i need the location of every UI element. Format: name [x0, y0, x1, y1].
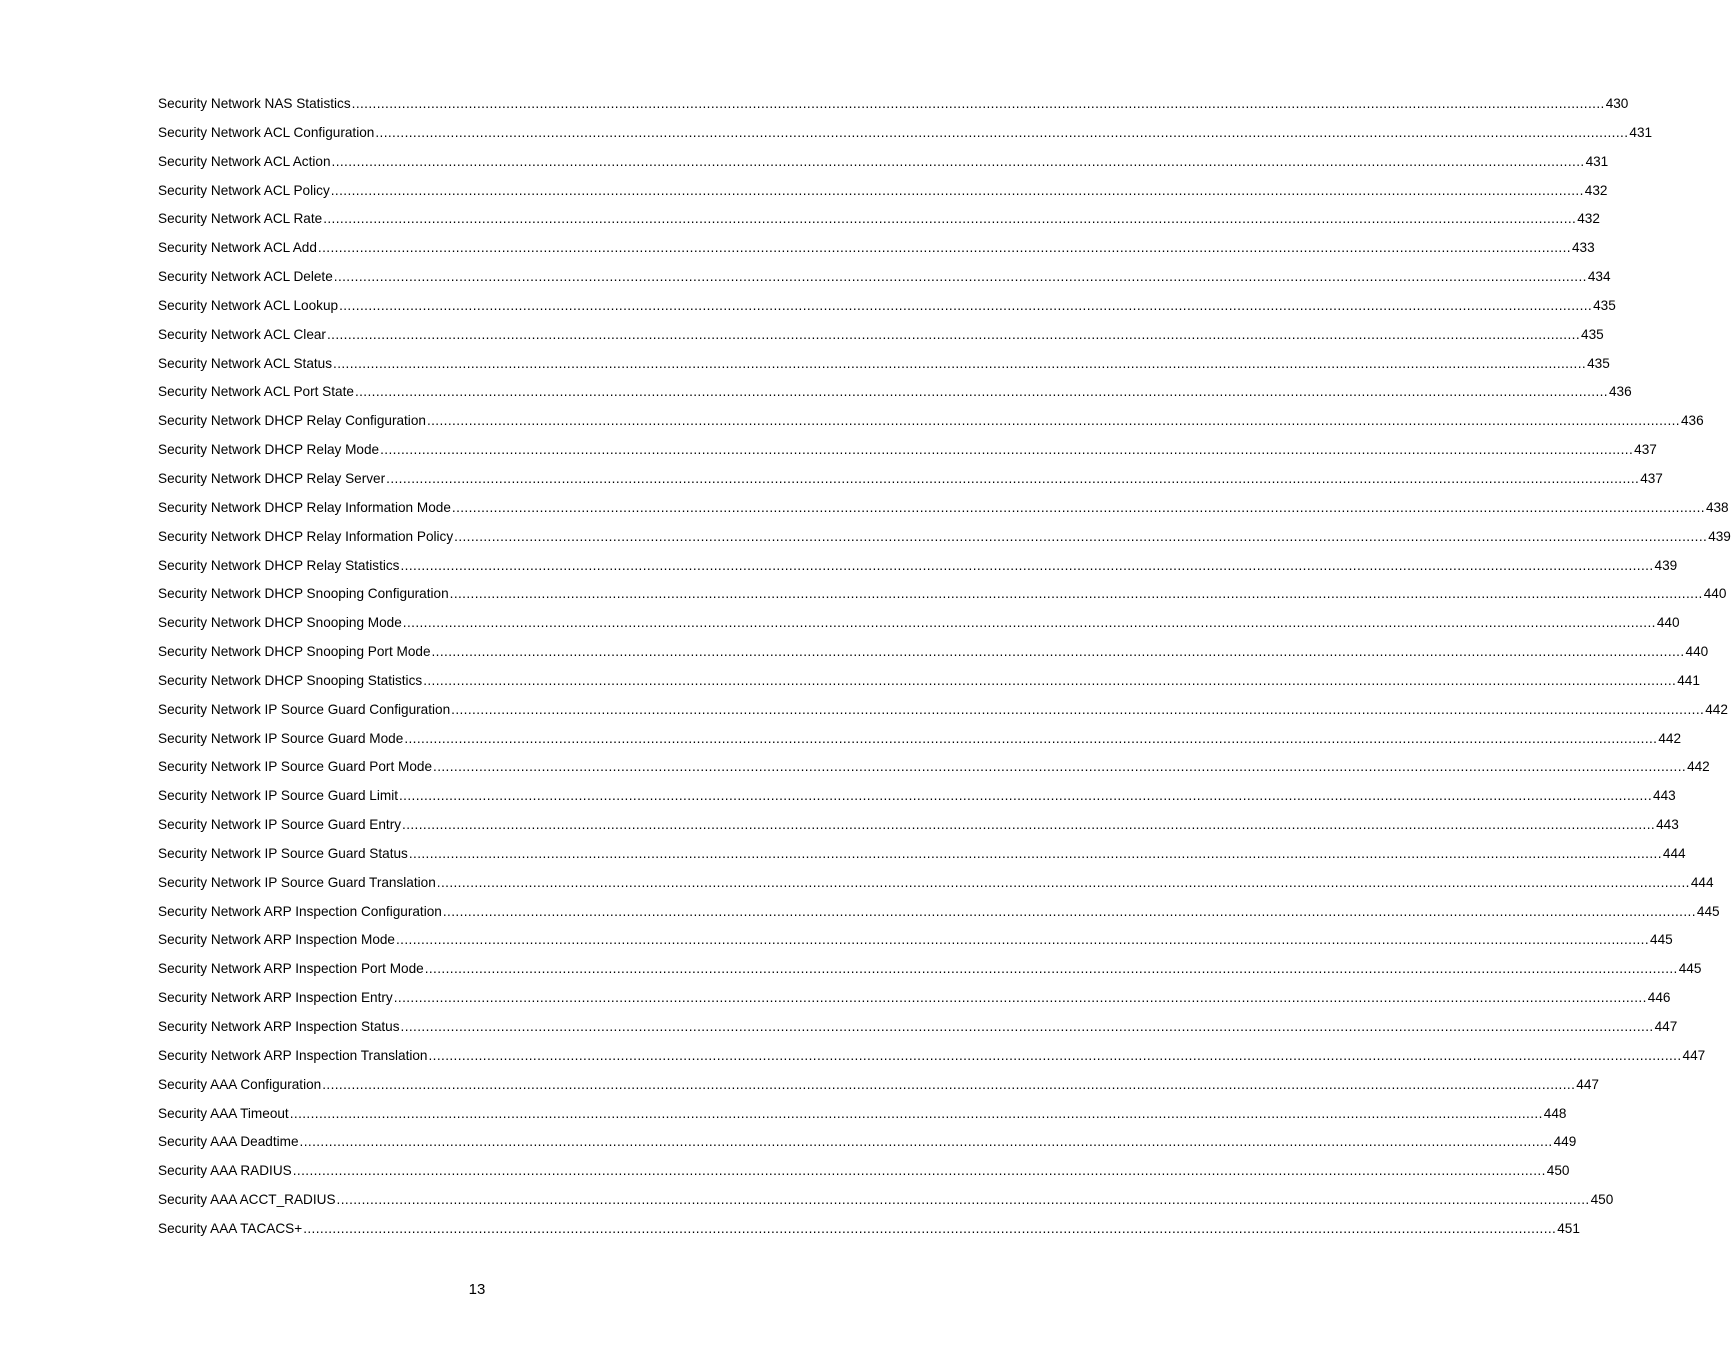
toc-entry-page: 434	[1587, 269, 1611, 285]
toc-entry-page: 436	[1681, 413, 1704, 429]
toc-dot-leader: ............................................................................................................................................................................................................................................................................................................	[303, 1220, 1557, 1236]
toc-entry-title: Security Network IP Source Guard Limit	[158, 788, 398, 804]
toc-entry-title: Security Network IP Source Guard Mode	[158, 730, 404, 746]
toc-entry-title: Security Network ACL Configuration	[158, 124, 375, 140]
toc-entry-page: 431	[1629, 124, 1653, 140]
toc-entry[interactable]	[158, 840, 1686, 869]
toc-entry-page: 448	[1543, 1105, 1567, 1121]
toc-entry[interactable]	[158, 205, 1600, 234]
toc-entry[interactable]	[158, 782, 1676, 811]
toc-dot-leader: ............................................................................................................................................................................................................................................................................................................	[323, 211, 1577, 227]
toc-entry-title: Security Network ACL Delete	[158, 269, 333, 285]
toc-dot-leader: ............................................................................................................................................................................................................................................................................................................	[354, 384, 1608, 400]
toc-entry-title: Security AAA TACACS+	[158, 1220, 303, 1236]
toc-entry-page: 438	[1705, 499, 1729, 515]
toc-entry-title: Security Network IP Source Guard Configuration	[158, 701, 451, 717]
toc-entry-page: 439	[1708, 528, 1731, 544]
toc-entry[interactable]	[158, 148, 1609, 177]
toc-dot-leader: ............................................................................................................................................................................................................................................................................................................	[386, 470, 1640, 486]
toc-dot-leader: ............................................................................................................................................................................................................................................................................................................	[426, 413, 1680, 429]
toc-entry[interactable]	[158, 465, 1663, 494]
toc-entry[interactable]	[158, 407, 1704, 436]
toc-entry[interactable]	[158, 898, 1720, 927]
toc-dot-leader: ............................................................................................................................................................................................................................................................................................................	[400, 557, 1654, 573]
toc-entry-page: 447	[1682, 1047, 1706, 1063]
toc-entry-title: Security Network ARP Inspection Configuration	[158, 903, 442, 919]
toc-dot-leader: ............................................................................................................................................................................................................................................................................................................	[402, 817, 1656, 833]
toc-entry-title: Security Network DHCP Snooping Configuration	[158, 586, 449, 602]
toc-entry-page: 442	[1687, 759, 1710, 775]
toc-entry-title: Security Network DHCP Relay Information Mode	[158, 499, 451, 515]
toc-entry-title: Security Network ACL Action	[158, 153, 331, 169]
toc-dot-leader: ............................................................................................................................................................................................................................................................................................................	[292, 1163, 1546, 1179]
toc-entry-title: Security Network DHCP Snooping Mode	[158, 615, 402, 631]
toc-dot-leader: ............................................................................................................................................................................................................................................................................................................	[428, 1047, 1682, 1063]
toc-entry-page: 442	[1658, 730, 1682, 746]
toc-entry-page: 432	[1577, 211, 1600, 227]
toc-entry-page: 447	[1654, 1019, 1678, 1034]
toc-entry-page: 442	[1705, 701, 1728, 717]
toc-dot-leader: ............................................................................................................................................................................................................................................................................................................	[399, 788, 1653, 804]
toc-entry-title: Security Network DHCP Relay Server	[158, 470, 386, 486]
toc-entry[interactable]	[158, 984, 1671, 1013]
toc-dot-leader: ............................................................................................................................................................................................................................................................................................................	[317, 240, 1571, 256]
toc-entry-page: 435	[1581, 326, 1604, 342]
toc-dot-leader: ............................................................................................................................................................................................................................................................................................................	[336, 1192, 1590, 1208]
toc-entry[interactable]	[158, 523, 1731, 552]
toc-entry[interactable]	[158, 638, 1709, 667]
toc-entry-title: Security Network ACL Status	[158, 355, 333, 371]
toc-entry-page: 439	[1654, 557, 1678, 573]
toc-entry-title: Security Network ARP Inspection Status	[158, 1019, 400, 1034]
toc-entry[interactable]	[158, 552, 1678, 581]
toc-dot-leader: ............................................................................................................................................................................................................................................................................................................	[402, 615, 1656, 631]
toc-entry-page: 437	[1640, 470, 1663, 486]
toc-entry-title: Security AAA Timeout	[158, 1105, 289, 1121]
toc-entry-title: Security Network DHCP Relay Configuration	[158, 413, 426, 429]
toc-entry-page: 451	[1557, 1220, 1580, 1236]
toc-entry[interactable]	[158, 1042, 1706, 1071]
toc-entry-title: Security Network DHCP Snooping Statistics	[158, 672, 423, 688]
toc-dot-leader: ............................................................................................................................................................................................................................................................................................................	[326, 326, 1581, 342]
toc-dot-leader: ............................................................................................................................................................................................................................................................................................................	[404, 730, 1658, 746]
toc-entry-title: Security Network DHCP Relay Mode	[158, 442, 380, 458]
toc-entry-title: Security Network DHCP Relay Statistics	[158, 557, 400, 573]
toc-entry-page: 444	[1662, 845, 1686, 861]
toc-entry[interactable]	[158, 1128, 1577, 1157]
toc-entry[interactable]	[158, 292, 1616, 321]
toc-entry-page: 436	[1608, 384, 1632, 400]
toc-entry-page: 450	[1590, 1192, 1614, 1208]
toc-entry-title: Security Network ARP Inspection Translation	[158, 1047, 428, 1063]
toc-entry-title: Security AAA RADIUS	[158, 1163, 292, 1179]
toc-entry-page: 432	[1584, 182, 1608, 198]
toc-dot-leader: ............................................................................................................................................................................................................................................................................................................	[393, 990, 1647, 1006]
toc-dot-leader: ............................................................................................................................................................................................................................................................................................................	[380, 442, 1634, 458]
toc-entry-page: 430	[1605, 96, 1629, 111]
toc-entry[interactable]	[158, 263, 1611, 292]
toc-entry-page: 445	[1650, 932, 1673, 948]
toc-entry-title: Security Network ACL Lookup	[158, 297, 339, 313]
toc-entry-title: Security Network IP Source Guard Entry	[158, 817, 402, 833]
toc-entry-page: 447	[1576, 1076, 1599, 1092]
toc-dot-leader: ............................................................................................................................................................................................................................................................................................................	[333, 269, 1587, 285]
toc-entry-title: Security Network DHCP Snooping Port Mode	[158, 644, 431, 660]
toc-entry-page: 444	[1690, 874, 1714, 890]
table-of-contents	[158, 90, 1731, 1244]
toc-entry[interactable]	[158, 1100, 1567, 1129]
toc-entry[interactable]	[158, 177, 1608, 206]
toc-entry[interactable]	[158, 811, 1679, 840]
toc-entry-page: 445	[1678, 961, 1702, 977]
toc-entry[interactable]	[158, 580, 1727, 609]
toc-dot-leader: ............................................................................................................................................................................................................................................................................................................	[331, 153, 1585, 169]
toc-entry-title: Security AAA ACCT_RADIUS	[158, 1192, 336, 1208]
toc-dot-leader: ............................................................................................................................................................................................................................................................................................................	[442, 903, 1696, 919]
toc-dot-leader: ............................................................................................................................................................................................................................................................................................................	[451, 499, 1705, 515]
toc-entry-page: 441	[1677, 672, 1700, 688]
toc-entry-title: Security Network ACL Add	[158, 240, 317, 256]
toc-entry-title: Security Network ARP Inspection Entry	[158, 990, 393, 1006]
toc-entry[interactable]	[158, 494, 1729, 523]
toc-entry[interactable]	[158, 321, 1604, 350]
toc-entry-title: Security Network ACL Port State	[158, 384, 354, 400]
toc-entry-title: Security AAA Deadtime	[158, 1134, 299, 1150]
toc-dot-leader: ............................................................................................................................................................................................................................................................................................................	[299, 1134, 1553, 1150]
toc-entry[interactable]	[158, 696, 1728, 725]
toc-entry-page: 445	[1696, 903, 1720, 919]
toc-dot-leader: ............................................................................................................................................................................................................................................................................................................	[408, 845, 1662, 861]
toc-dot-leader: ............................................................................................................................................................................................................................................................................................................	[433, 759, 1687, 775]
toc-dot-leader: ............................................................................................................................................................................................................................................................................................................	[400, 1019, 1654, 1034]
toc-entry[interactable]	[158, 378, 1632, 407]
toc-entry[interactable]	[158, 955, 1702, 984]
toc-entry[interactable]	[158, 667, 1700, 696]
toc-dot-leader: ............................................................................................................................................................................................................................................................................................................	[449, 586, 1703, 602]
toc-entry[interactable]	[158, 1186, 1614, 1215]
toc-entry-title: Security AAA Configuration	[158, 1076, 322, 1092]
toc-entry[interactable]	[158, 1071, 1599, 1100]
toc-entry-page: 440	[1703, 586, 1727, 602]
toc-entry[interactable]	[158, 609, 1680, 638]
toc-dot-leader: ............................................................................................................................................................................................................................................................................................................	[451, 701, 1705, 717]
toc-entry-title: Security Network ARP Inspection Mode	[158, 932, 395, 948]
toc-entry-page: 449	[1553, 1134, 1577, 1150]
toc-dot-leader: ............................................................................................................................................................................................................................................................................................................	[333, 355, 1587, 371]
toc-dot-leader: ............................................................................................................................................................................................................................................................................................................	[322, 1076, 1576, 1092]
toc-entry-title: Security Network NAS Statistics	[158, 96, 351, 111]
toc-dot-leader: ............................................................................................................................................................................................................................................................................................................	[339, 297, 1593, 313]
toc-entry-title: Security Network ACL Clear	[158, 326, 326, 342]
toc-entry-page: 431	[1585, 153, 1609, 169]
toc-entry-page: 440	[1685, 644, 1709, 660]
toc-entry[interactable]	[158, 1013, 1678, 1042]
toc-dot-leader: ............................................................................................................................................................................................................................................................................................................	[436, 874, 1690, 890]
toc-entry[interactable]	[158, 234, 1595, 263]
toc-entry[interactable]	[158, 436, 1657, 465]
toc-entry-page: 450	[1546, 1163, 1570, 1179]
toc-dot-leader: ............................................................................................................................................................................................................................................................................................................	[424, 961, 1678, 977]
toc-dot-leader: ............................................................................................................................................................................................................................................................................................................	[431, 644, 1685, 660]
toc-entry[interactable]	[158, 869, 1714, 898]
toc-entry[interactable]	[158, 1157, 1570, 1186]
toc-entry[interactable]	[158, 725, 1682, 754]
toc-entry-title: Security Network IP Source Guard Status	[158, 845, 408, 861]
toc-entry-page: 435	[1587, 355, 1610, 371]
toc-entry[interactable]	[158, 90, 1629, 119]
toc-entry[interactable]	[158, 350, 1610, 379]
toc-entry-page: 443	[1653, 788, 1676, 804]
toc-entry[interactable]	[158, 119, 1653, 148]
toc-dot-leader: ............................................................................................................................................................................................................................................................................................................	[396, 932, 1650, 948]
toc-dot-leader: ............................................................................................................................................................................................................................................................................................................	[289, 1105, 1543, 1121]
toc-entry-title: Security Network ACL Rate	[158, 211, 323, 227]
toc-entry-title: Security Network IP Source Guard Translation	[158, 874, 436, 890]
toc-entry[interactable]	[158, 753, 1710, 782]
toc-entry-page: 435	[1593, 297, 1616, 313]
toc-dot-leader: ............................................................................................................................................................................................................................................................................................................	[375, 124, 1629, 140]
toc-dot-leader: ............................................................................................................................................................................................................................................................................................................	[351, 96, 1605, 111]
toc-entry[interactable]	[158, 1215, 1580, 1244]
toc-entry-page: 446	[1647, 990, 1671, 1006]
toc-entry-page: 440	[1656, 615, 1680, 631]
toc-dot-leader: ............................................................................................................................................................................................................................................................................................................	[423, 672, 1677, 688]
toc-entry-page: 437	[1634, 442, 1657, 458]
toc-entry-page: 433	[1571, 240, 1595, 256]
toc-entry-title: Security Network IP Source Guard Port Mode	[158, 759, 433, 775]
toc-entry-page: 443	[1656, 817, 1679, 833]
toc-entry-title: Security Network ACL Policy	[158, 182, 330, 198]
toc-dot-leader: ............................................................................................................................................................................................................................................................................................................	[330, 182, 1584, 198]
page-number: 13	[468, 1281, 486, 1298]
toc-entry-title: Security Network ARP Inspection Port Mode	[158, 961, 424, 977]
toc-dot-leader: ............................................................................................................................................................................................................................................................................................................	[454, 528, 1708, 544]
toc-entry[interactable]	[158, 926, 1673, 955]
toc-entry-title: Security Network DHCP Relay Information Policy	[158, 528, 454, 544]
